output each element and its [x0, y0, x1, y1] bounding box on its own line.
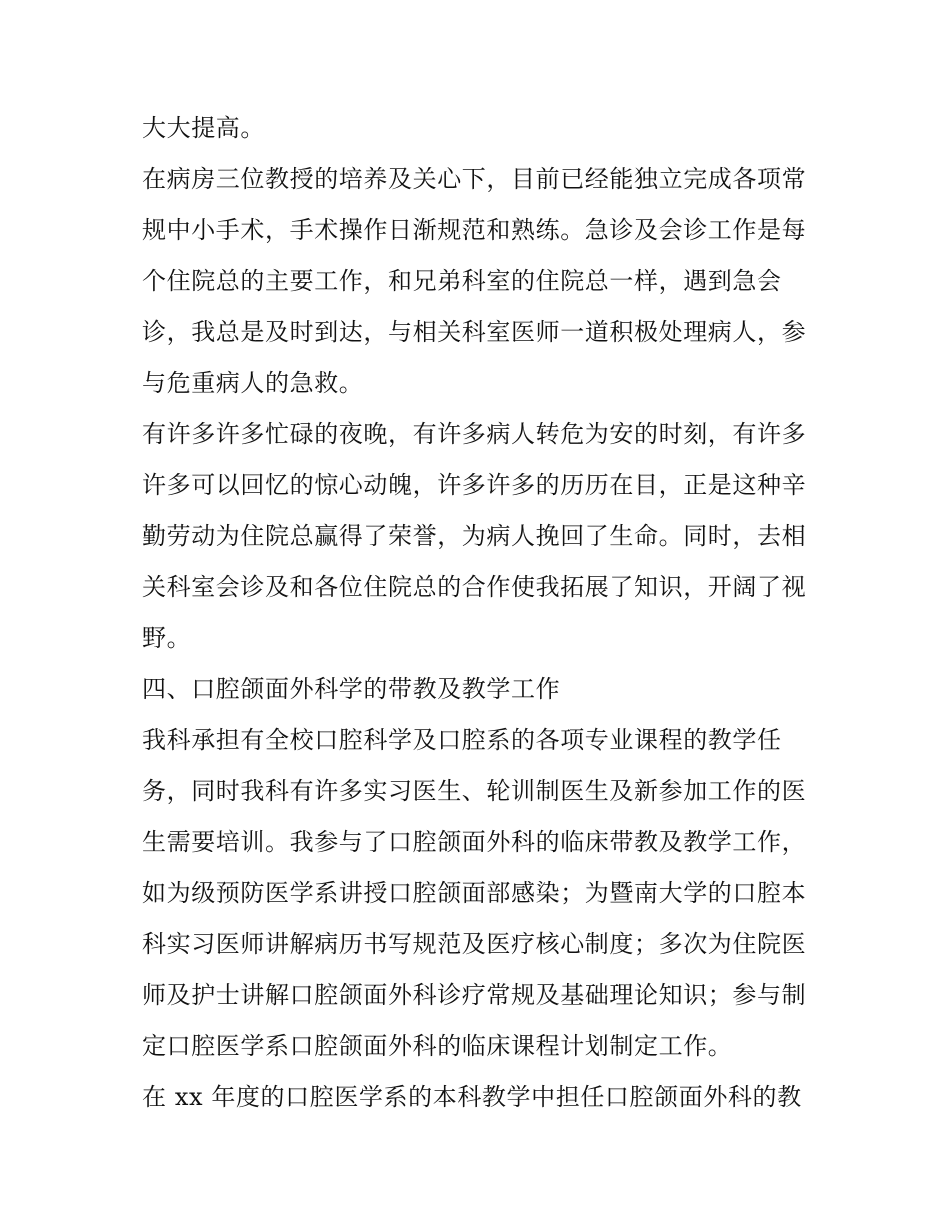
- text-line: 有许多许多忙碌的夜晚，有许多病人转危为安的时刻，有许多: [142, 420, 807, 448]
- text-line: 定口腔医学系口腔颌面外科的临床课程计划制定工作。: [142, 1032, 733, 1060]
- text-line: 野。: [142, 624, 192, 652]
- text-line: 我科承担有全校口腔科学及口腔系的各项专业课程的教学任: [142, 726, 782, 754]
- text-line: 关科室会诊及和各位住院总的合作使我拓展了知识，开阔了视: [142, 573, 807, 601]
- text-line: 诊，我总是及时到达，与相关科室医师一道积极处理病人，参: [142, 318, 807, 346]
- text-line: 勤劳动为住院总赢得了荣誉，为病人挽回了生命。同时，去相: [142, 522, 807, 550]
- text-line: 如为级预防医学系讲授口腔颌面部感染；为暨南大学的口腔本: [142, 879, 807, 907]
- text-line: 个住院总的主要工作，和兄弟科室的住院总一样，遇到急会: [142, 267, 782, 295]
- text-line: 规中小手术，手术操作日渐规范和熟练。急诊及会诊工作是每: [142, 216, 807, 244]
- text-line: 与危重病人的急救。: [142, 369, 364, 397]
- text-line: 在病房三位教授的培养及关心下，目前已经能独立完成各项常: [142, 165, 807, 193]
- text-line: 生需要培训。我参与了口腔颌面外科的临床带教及教学工作，: [142, 828, 807, 856]
- text-line: 在 xx 年度的口腔医学系的本科教学中担任口腔颌面外科的教: [142, 1083, 802, 1111]
- text-line: 科实习医师讲解病历书写规范及医疗核心制度；多次为住院医: [142, 930, 807, 958]
- text-line: 许多可以回忆的惊心动魄，许多许多的历历在目，正是这种辛: [142, 471, 807, 499]
- section-heading: 四、口腔颌面外科学的带教及教学工作: [142, 675, 561, 703]
- text-line: 师及护士讲解口腔颌面外科诊疗常规及基础理论知识；参与制: [142, 981, 807, 1009]
- text-line: 务，同时我科有许多实习医生、轮训制医生及新参加工作的医: [142, 777, 807, 805]
- text-line: 大大提高。: [142, 114, 265, 142]
